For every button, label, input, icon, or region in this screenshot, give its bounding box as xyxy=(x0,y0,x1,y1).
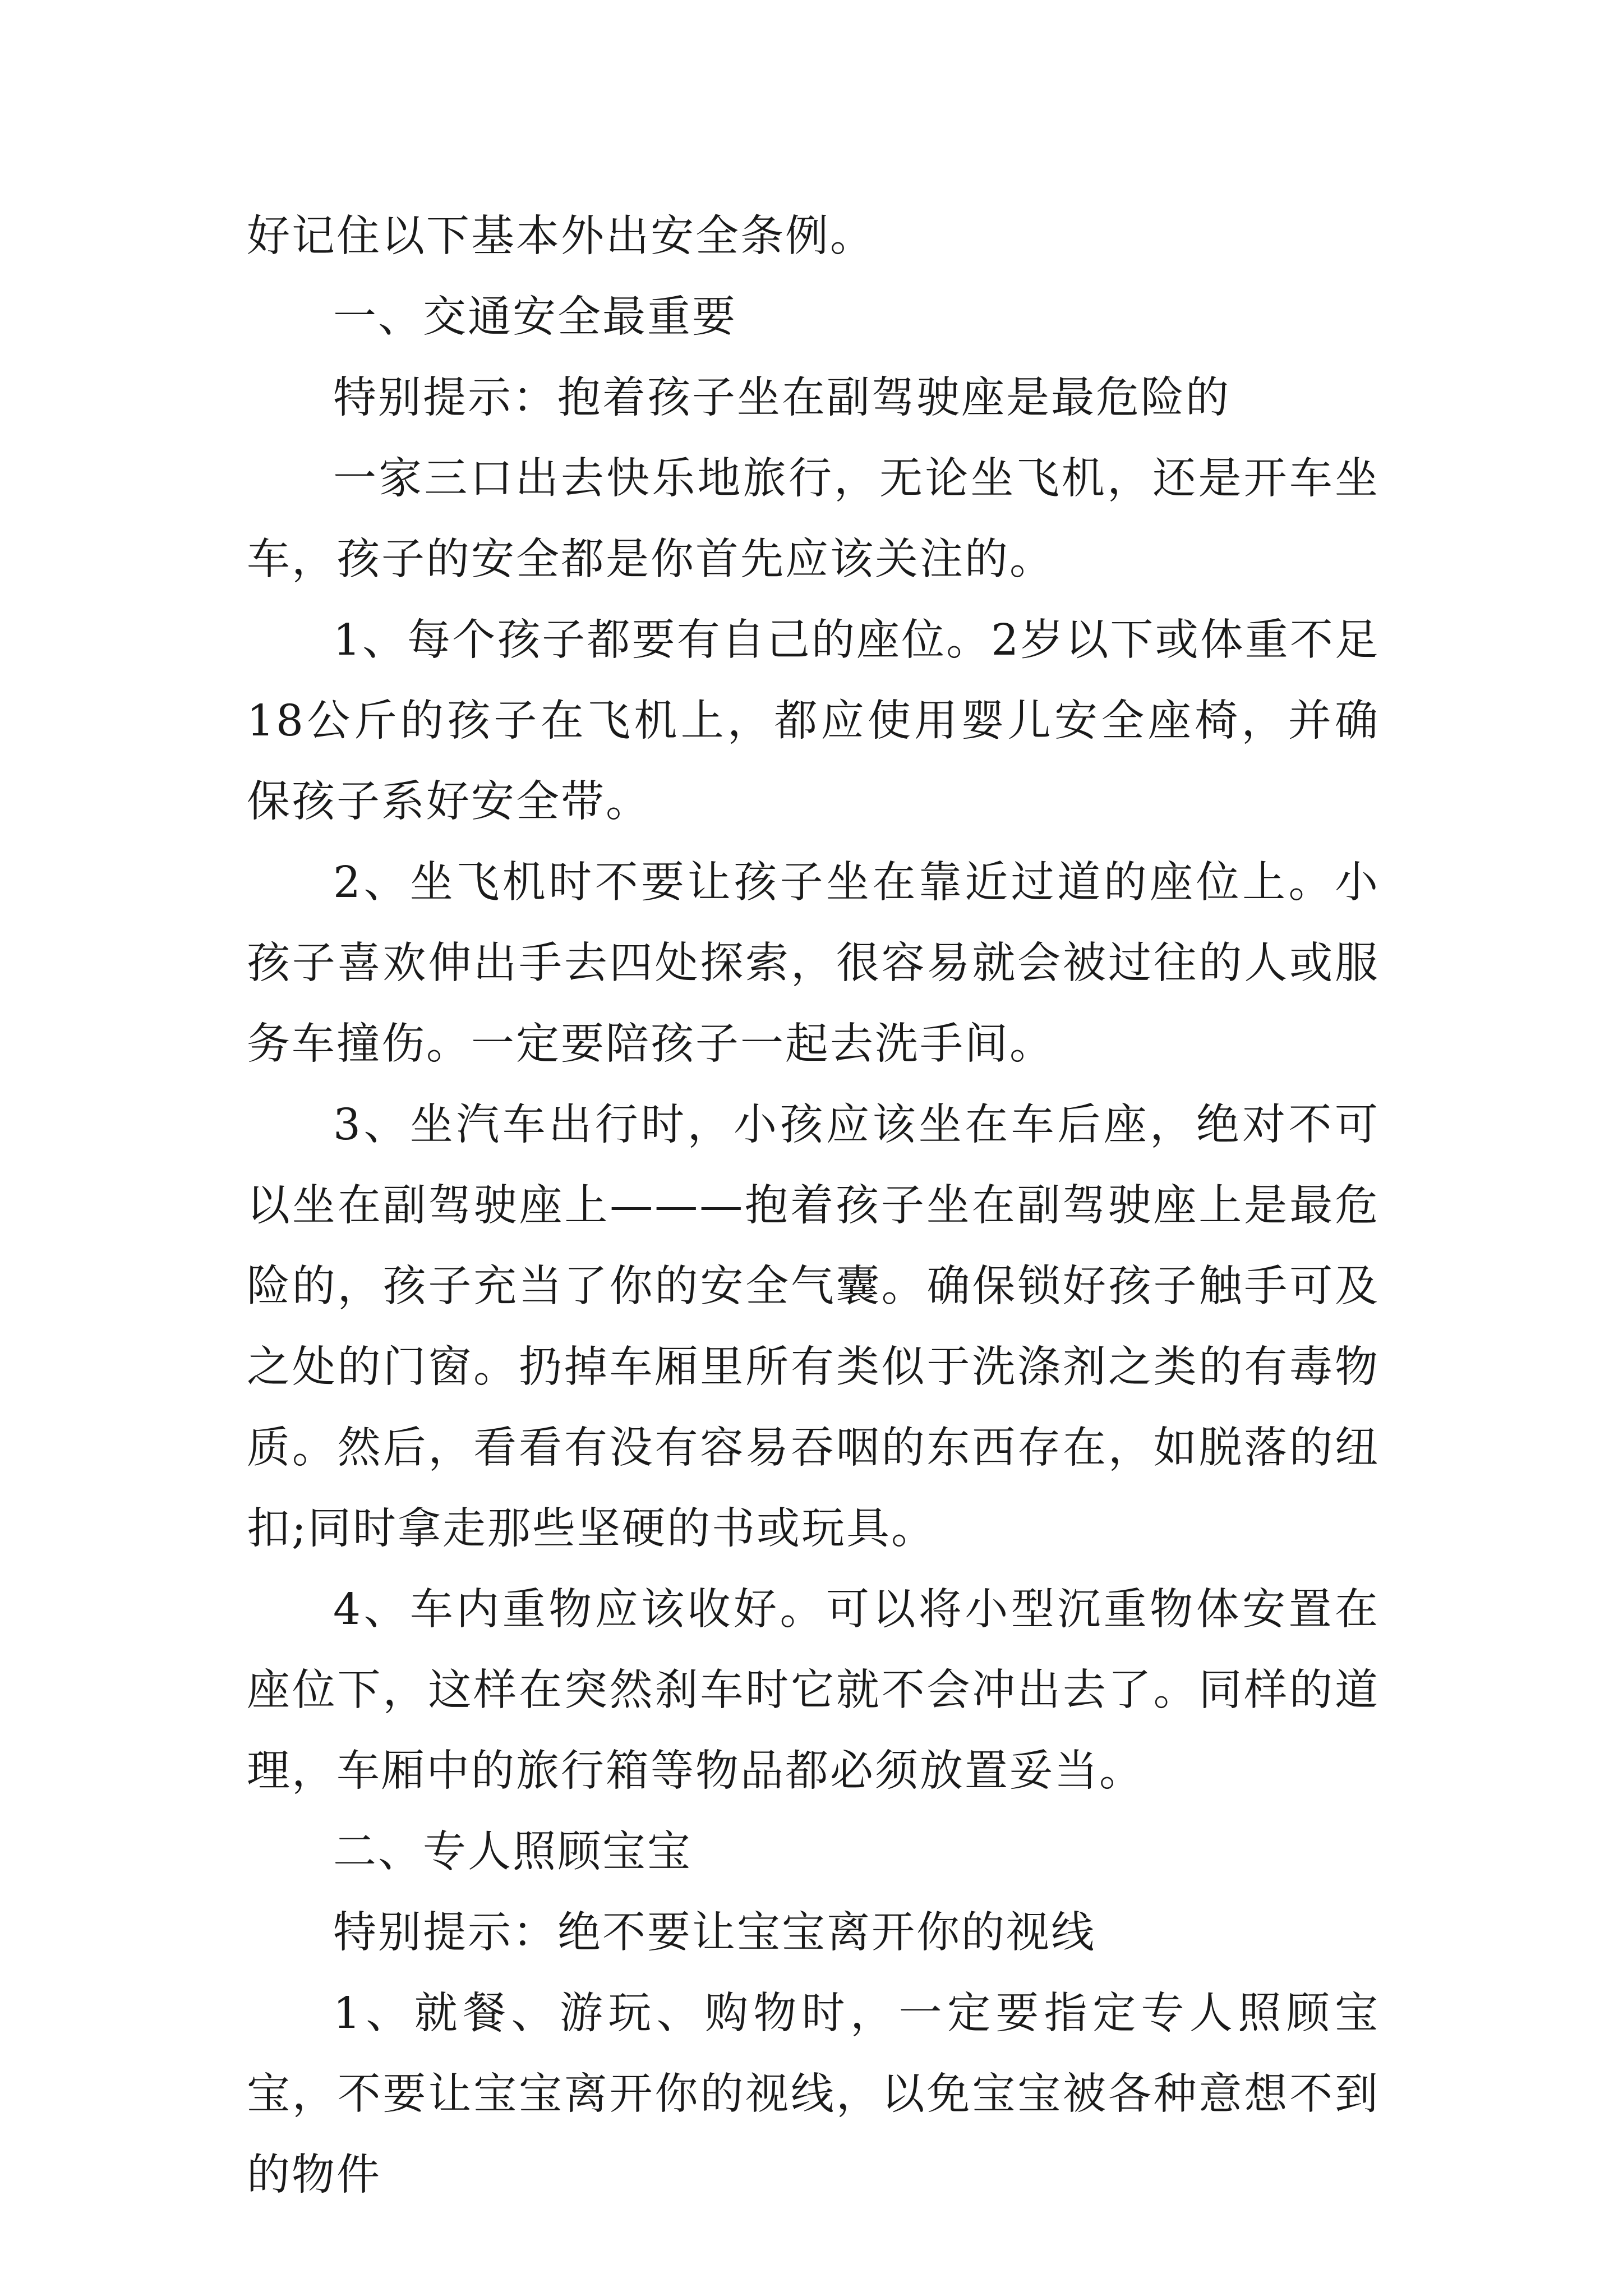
special-tip-2: 特别提示：绝不要让宝宝离开你的视线 xyxy=(333,1908,1096,1958)
section-heading-traffic-safety: 一、交通安全最重要 xyxy=(333,292,737,342)
body-text xyxy=(247,196,1380,2216)
paragraph-continuation: 好记住以下基本外出安全条例。 xyxy=(247,211,875,261)
section-heading-baby-care: 二、专人照顾宝宝 xyxy=(333,1827,692,1877)
list-item-2: 2、坐飞机时不要让孩子坐在靠近过道的座位上。小孩子喜欢伸出手去四处探索，很容易就会被过往的人或服务车撞伤。一定要陪孩子一起去洗手间。 xyxy=(247,858,1380,1069)
list-item-3: 3、坐汽车出行时，小孩应该坐在车后座，绝对不可以坐在副驾驶座上———抱着孩子坐在副驾驶座上是最危险的，孩子充当了你的安全气囊。确保锁好孩子触手可及之处的门窗。扔掉车厢里所有类似于洗涤剂之类的有毒物质。然后，看看有没有容易吞咽的东西存在，如脱落的纽扣;同时拿走那些坚硬的书或玩具。 xyxy=(247,1100,1380,1554)
list-item-4: 4、车内重物应该收好。可以将小型沉重物体安置在座位下，这样在突然刹车时它就不会冲出去了。同样的道理，车厢中的旅行箱等物品都必须放置妥当。 xyxy=(247,1585,1380,1796)
special-tip-1: 特别提示：抱着孩子坐在副驾驶座是最危险的 xyxy=(333,373,1230,423)
list-item-1: 1、每个孩子都要有自己的座位。2岁以下或体重不足18公斤的孩子在飞机上，都应使用婴儿安全座椅，并确保孩子系好安全带。 xyxy=(247,615,1380,827)
paragraph-intro: 一家三口出去快乐地旅行，无论坐飞机，还是开车坐车，孩子的安全都是你首先应该关注的。 xyxy=(247,454,1380,585)
list-item-5: 1、就餐、游玩、购物时，一定要指定专人照顾宝宝，不要让宝宝离开你的视线，以免宝宝被各种意想不到的物件 xyxy=(247,1989,1380,2200)
